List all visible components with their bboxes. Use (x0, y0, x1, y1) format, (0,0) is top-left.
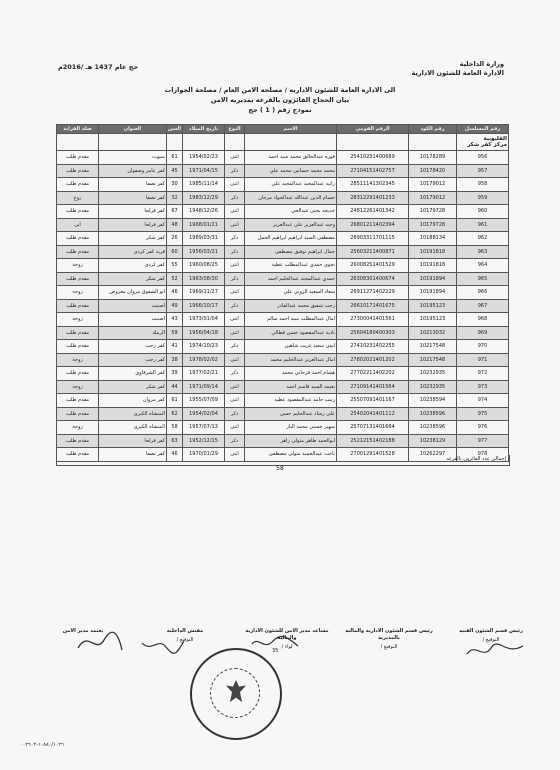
table-row (57, 232, 509, 246)
row-relation: مقدم طلب (57, 151, 99, 165)
row-dob: 1952/12/15 (183, 434, 225, 448)
row-seq: 968 (457, 313, 509, 327)
signature-title: رئيس قسم الشئون الادارية والمالية بالمديرية (345, 628, 433, 641)
row-seq: 963 (457, 245, 509, 259)
row-code: 10232935 (409, 367, 457, 381)
row-relation: مقدم طلب (57, 178, 99, 192)
row-relation: مقدم طلب (57, 367, 99, 381)
row-address: كفر تصفا (99, 178, 167, 192)
row-relation: مقدم طلب (57, 299, 99, 313)
row-sex: ذكر (225, 164, 245, 178)
row-seq: 974 (457, 394, 509, 408)
official-seal (190, 648, 282, 740)
row-address: منيوت (99, 151, 167, 165)
row-age: 62 (167, 407, 183, 421)
row-name: جمال ابراهيم توفيق مصطفى (245, 245, 337, 259)
row-relation: زوجة (57, 286, 99, 300)
total-label: إجمالي عدد الفائزون بالقرعه (446, 456, 506, 462)
table-row (57, 191, 509, 205)
hajj-year: حج عام 1437 هـ /2016م (58, 63, 139, 71)
row-name: رانيه عبدالمجيد عبدالمجيد علي (245, 178, 337, 192)
row-age: 48 (167, 218, 183, 232)
handwritten-signature-5 (74, 628, 124, 658)
table-header-row (57, 125, 509, 134)
row-address: المنشاه الكبرى (99, 407, 167, 421)
row-age: 46 (167, 286, 183, 300)
row-seq: 975 (457, 407, 509, 421)
row-dob: 1971/09/14 (183, 380, 225, 394)
table-row (57, 367, 509, 381)
row-dob: 1971/04/15 (183, 164, 225, 178)
row-age: 63 (167, 434, 183, 448)
row-sex: انثى (225, 326, 245, 340)
row-address: كفر رجب (99, 353, 167, 367)
row-national-id: 27702211402202 (337, 367, 409, 381)
signature-title: رئيس قسم الشئون الفنيه (459, 628, 523, 634)
row-age: 60 (167, 245, 183, 259)
row-code: 10262297 (409, 448, 457, 462)
row-seq: 958 (457, 178, 509, 192)
row-code: 10178289 (409, 151, 457, 165)
table-row (57, 407, 509, 421)
row-relation: مقدم طلب (57, 326, 99, 340)
row-code: 10191818 (409, 259, 457, 273)
row-code: 10238594 (409, 394, 457, 408)
row-code: 10232935 (409, 380, 457, 394)
row-sex: ذكر (225, 367, 245, 381)
row-address: كفر فرلحا (99, 434, 167, 448)
row-age: 52 (167, 272, 183, 286)
row-seq: 971 (457, 353, 509, 367)
row-dob: 1969/11/27 (183, 286, 225, 300)
row-seq: 960 (457, 205, 509, 219)
row-sex: انثى (225, 151, 245, 165)
row-sex: ذكر (225, 245, 245, 259)
row-address: كفر تصفا (99, 448, 167, 462)
row-sex: ذكر (225, 272, 245, 286)
row-sex: انثى (225, 178, 245, 192)
row-name: زينب حامد عبدالمقصود عطيه (245, 394, 337, 408)
handwritten-signature-4 (140, 635, 185, 657)
row-age: 58 (167, 421, 183, 435)
row-name: محمد محمد حسانين محمد علي (245, 164, 337, 178)
row-relation: مقدم طلب (57, 164, 99, 178)
col-seq: رقم المسلسل (457, 125, 509, 134)
row-sex: ذكر (225, 434, 245, 448)
table-row (57, 164, 509, 178)
row-national-id: 25212151402188 (337, 434, 409, 448)
row-code: 10178420 (409, 164, 457, 178)
row-dob: 1948/12/26 (183, 205, 225, 219)
row-relation: مقدم طلب (57, 245, 99, 259)
row-relation: زوج (57, 191, 99, 205)
row-age: 49 (167, 299, 183, 313)
row-sex: انثى (225, 218, 245, 232)
row-address: اصنيت (99, 299, 167, 313)
row-age: 61 (167, 151, 183, 165)
row-code: 10179728 (409, 205, 457, 219)
col-address: العنوان (99, 125, 167, 134)
col-code: رقم الكود (409, 125, 457, 134)
page-number: 58 (276, 465, 284, 472)
row-code: 10191894 (409, 272, 457, 286)
row-age: 46 (167, 448, 183, 462)
row-dob: 1978/02/02 (183, 353, 225, 367)
row-address: كفر رجب (99, 340, 167, 354)
row-relation: زوجة (57, 421, 99, 435)
row-relation: مقدم طلب (57, 232, 99, 246)
row-seq: 956 (457, 151, 509, 165)
table-row (57, 434, 509, 448)
col-dob: تاريخ الميلاد (183, 125, 225, 134)
row-national-id: 27802021401202 (337, 353, 409, 367)
row-seq: 976 (457, 421, 509, 435)
row-name: حمدي عبدالمجيد عبدالحليم احمد (245, 272, 337, 286)
row-national-id: 28312291401233 (337, 191, 409, 205)
signature-block-2 (344, 628, 434, 651)
row-dob: 1957/07/13 (183, 421, 225, 435)
handwritten-signature-1 (465, 640, 525, 662)
row-seq: 961 (457, 218, 509, 232)
row-national-id: 25707131401664 (337, 421, 409, 435)
col-age: السن (167, 126, 181, 132)
table-row (57, 151, 509, 165)
row-sex: انثى (225, 259, 245, 273)
row-relation: زوجة (57, 259, 99, 273)
table-row (57, 353, 509, 367)
row-seq: 957 (457, 164, 509, 178)
row-sex: ذكر (225, 407, 245, 421)
row-code: 10195123 (409, 299, 457, 313)
signature-title: مساعد مدير الامن للشئون الادارية والمالية (245, 628, 329, 641)
row-name: مصطفى السيد ابراهيم ابراهيم الجمل (245, 232, 337, 246)
row-address: كفر فرلحا (99, 205, 167, 219)
row-relation: زوجة (57, 380, 99, 394)
row-seq: 962 (457, 232, 509, 246)
row-address: اصنيت (99, 313, 167, 327)
row-address: كفر فرلحا (99, 218, 167, 232)
row-national-id: 27104151402757 (337, 164, 409, 178)
stamp-number: 35 (272, 648, 279, 654)
row-seq: 964 (457, 259, 509, 273)
row-national-id: 25410231400689 (337, 151, 409, 165)
table-row (57, 286, 509, 300)
table-row (57, 313, 509, 327)
table-row (57, 421, 509, 435)
row-code: 10238596 (409, 421, 457, 435)
row-name: حسام الدين عبدالله عبدالجواد مرجان (245, 191, 337, 205)
row-age: 44 (167, 380, 183, 394)
row-relation: مقدم طلب (57, 407, 99, 421)
row-dob: 1956/04/18 (183, 326, 225, 340)
row-relation: مقدم طلب (57, 448, 99, 462)
row-address: المنشاه الكبرى (99, 421, 167, 435)
row-national-id: 28511141302345 (337, 178, 409, 192)
row-age: 45 (167, 164, 183, 178)
district: مركز كفر شكر (467, 142, 507, 148)
table-row (57, 340, 509, 354)
row-sex: انثى (225, 205, 245, 219)
row-seq: 970 (457, 340, 509, 354)
signature-label: التوقيع / (176, 637, 194, 643)
row-code: 10217548 (409, 340, 457, 354)
row-seq: 969 (457, 326, 509, 340)
row-name: على رشاد عبدالحليم حسن (245, 407, 337, 421)
row-age: 59 (167, 326, 183, 340)
ministry-name: وزارة الداخلية (459, 60, 504, 68)
row-dob: 1955/07/09 (183, 394, 225, 408)
print-code: ١٠٨٨٠/١٠٢٦-٠٠٢٦٠٢ (20, 742, 64, 748)
row-sex: انثى (225, 353, 245, 367)
row-name: هشام احمد فرحاني محمد (245, 367, 337, 381)
row-age: 55 (167, 259, 183, 273)
statement-title: بيان الحجاج الفائزون بالقرعه بمديريه الامن (210, 96, 350, 104)
table-row (57, 299, 509, 313)
row-address: قرية كفر كردى (99, 245, 167, 259)
row-national-id: 27109141401564 (337, 380, 409, 394)
row-sex: ذكر (225, 191, 245, 205)
row-dob: 1954/02/23 (183, 151, 225, 165)
row-national-id: 27410231402255 (337, 340, 409, 354)
row-seq: 972 (457, 367, 509, 381)
row-age: 41 (167, 340, 183, 354)
row-relation: مقدم طلب (57, 340, 99, 354)
table-row (57, 178, 509, 192)
row-code: 10213032 (409, 326, 457, 340)
row-dob: 1963/08/30 (183, 272, 225, 286)
table-row (57, 245, 509, 259)
row-name: نعيمه السيد قاسم احمد (245, 380, 337, 394)
row-address: كفر كردى (99, 259, 167, 273)
row-name: خديجه يحيى عبدالحي (245, 205, 337, 219)
row-code: 10217548 (409, 353, 457, 367)
row-national-id: 25603211400871 (337, 245, 409, 259)
signature-label: لواء / (281, 644, 293, 650)
table-row (57, 218, 509, 232)
row-name: نادية عبدالمقصود حسن قطالي (245, 326, 337, 340)
signature-label: التوقيع / (380, 644, 398, 650)
col-name: الاسم (245, 125, 337, 134)
table-row (57, 326, 509, 340)
governorate: القليوبية (483, 136, 507, 142)
row-sex: ذكر (225, 340, 245, 354)
row-name: امال عبدالمطلب سيد احمد سالم (245, 313, 337, 327)
row-name: فوزه عبدالخالق محمد سيد احمد (245, 151, 337, 165)
row-sex: انثى (225, 394, 245, 408)
row-age: 61 (167, 394, 183, 408)
row-dob: 1970/01/29 (183, 448, 225, 462)
row-dob: 1968/01/21 (183, 218, 225, 232)
table-row (57, 205, 509, 219)
row-name: رجب شفيق محمد عبدالقادر (245, 299, 337, 313)
row-sex: انثى (225, 448, 245, 462)
row-address: ابو الشقوق مروان معروض (99, 286, 167, 300)
winners-table (56, 124, 508, 462)
table-row (57, 380, 509, 394)
row-age: 39 (167, 367, 183, 381)
row-sex: انثى (225, 313, 245, 327)
signature-title: يعتمد مدير الامن (62, 628, 104, 634)
row-name: وحيه عبدالعزيز علي عبدالعزيز (245, 218, 337, 232)
row-seq: 966 (457, 286, 509, 300)
col-national-id: الرقم القومي (337, 125, 409, 134)
row-national-id: 25507091401167 (337, 394, 409, 408)
row-national-id: 26008251401529 (337, 259, 409, 273)
row-name: سعاد السعيد الروبي علي (245, 286, 337, 300)
row-relation: مقدم طلب (57, 394, 99, 408)
row-age: 26 (167, 232, 183, 246)
row-relation: زوجة (57, 313, 99, 327)
row-code: 10238596 (409, 407, 457, 421)
row-seq: 967 (457, 299, 509, 313)
row-code: 10179728 (409, 218, 457, 232)
row-address: كفر مروان (99, 394, 167, 408)
row-age: 38 (167, 353, 183, 367)
row-seq: 977 (457, 434, 509, 448)
row-address: كفر عامر وصفوان (99, 164, 167, 178)
row-age: 30 (167, 178, 183, 192)
row-sex: ذكر (225, 232, 245, 246)
row-dob: 1974/10/23 (183, 340, 225, 354)
row-national-id: 25604180400303 (337, 326, 409, 340)
row-dob: 1960/08/25 (183, 259, 225, 273)
row-national-id: 27300041401561 (337, 313, 409, 327)
row-dob: 1983/12/29 (183, 191, 225, 205)
row-seq: 973 (457, 380, 509, 394)
row-sex: انثى (225, 380, 245, 394)
department-name: الادارة العامة للشئون الادارية (411, 69, 504, 77)
row-national-id: 25402041401112 (337, 407, 409, 421)
signature-label: التوقيع / (482, 637, 500, 643)
row-dob: 1977/02/21 (183, 367, 225, 381)
row-code: 10191894 (409, 286, 457, 300)
row-seq: 959 (457, 191, 509, 205)
group-label (457, 134, 509, 151)
signature-title: مفتش الداخلية (166, 628, 204, 634)
row-code: 10179012 (409, 191, 457, 205)
table-row (57, 272, 509, 286)
row-code: 10179012 (409, 178, 457, 192)
row-address: كفر الشرقاوي (99, 367, 167, 381)
row-relation: زوجة (57, 353, 99, 367)
row-national-id: 24812261401342 (337, 205, 409, 219)
row-seq: 978 (457, 448, 509, 462)
table-row (57, 259, 509, 273)
row-address: كفر تصفا (99, 191, 167, 205)
row-name: ناجت عبدالحميد متولى مصطفى (245, 448, 337, 462)
row-relation: مقدم طلب (57, 205, 99, 219)
row-address: الرملة (99, 326, 167, 340)
row-age: 43 (167, 313, 183, 327)
row-code: 10191818 (409, 245, 457, 259)
row-name: امال عبدالعزيز عبدالحليم محمد (245, 353, 337, 367)
row-dob: 1985/11/14 (183, 178, 225, 192)
row-code: 10238129 (409, 434, 457, 448)
row-sex: انثى (225, 421, 245, 435)
row-code: 10188134 (409, 232, 457, 246)
row-national-id: 27001291401528 (337, 448, 409, 462)
row-national-id: 26911271402229 (337, 286, 409, 300)
row-national-id: 26801211402394 (337, 218, 409, 232)
row-address: كفر شكر (99, 232, 167, 246)
row-address: كفر شكر (99, 272, 167, 286)
row-dob: 1966/10/17 (183, 299, 225, 313)
ministry-header (412, 60, 505, 78)
row-address: كفر شكر (99, 380, 167, 394)
row-sex: انثى (225, 286, 245, 300)
row-code: 10195123 (409, 313, 457, 327)
row-name: سهير حسني محمد الباز (245, 421, 337, 435)
row-relation: مقدم طلب (57, 272, 99, 286)
row-name: ابوالحمد طاهر متولي زاهر (245, 434, 337, 448)
row-dob: 1973/01/04 (183, 313, 225, 327)
row-name: نجوى حمدي عبدالمطلب عطية (245, 259, 337, 273)
row-national-id: 28903311701115 (337, 232, 409, 246)
addressee-line: الى الاداره العامة للشئون الاداريه / مصلحه الامن العام / مصلحة الجوازات (164, 86, 396, 94)
row-national-id: 26610171401675 (337, 299, 409, 313)
row-name: ايمن سعيد غريب شاهين (245, 340, 337, 354)
form-number: نموذج رقم ( 1 ) حج (248, 106, 312, 114)
col-sex: النوع (225, 125, 245, 134)
row-dob: 1956/03/21 (183, 245, 225, 259)
col-relation: صلة القرابة (57, 125, 99, 134)
row-age: 32 (167, 191, 183, 205)
row-dob: 1989/03/31 (183, 232, 225, 246)
row-sex: ذكر (225, 299, 245, 313)
row-age: 67 (167, 205, 183, 219)
row-relation: ابن (57, 218, 99, 232)
row-seq: 965 (457, 272, 509, 286)
row-dob: 1954/02/04 (183, 407, 225, 421)
row-national-id: 26308301400674 (337, 272, 409, 286)
group-row (57, 134, 509, 151)
table-row (57, 394, 509, 408)
row-relation: مقدم طلب (57, 434, 99, 448)
